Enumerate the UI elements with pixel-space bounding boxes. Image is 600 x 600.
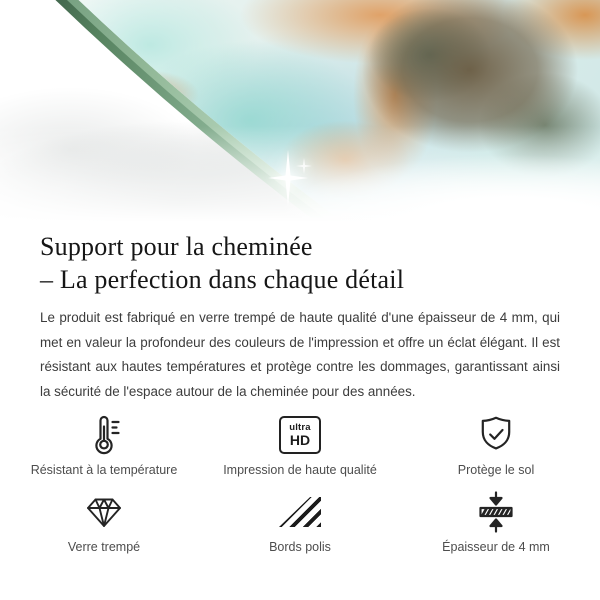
page-title (40, 230, 560, 296)
ultra-hd-badge-bottom: HD (289, 432, 311, 449)
feature-label: Résistant à la température (30, 463, 178, 477)
feature-label: Épaisseur de 4 mm (442, 540, 550, 554)
feature-tempered-glass (6, 489, 202, 554)
features-grid (0, 412, 600, 554)
shield-check-icon (474, 412, 518, 458)
feature-floor-protection (398, 412, 594, 477)
feature-label: Verre trempé (67, 540, 141, 554)
feature-label: Bords polis (269, 540, 331, 554)
feature-thickness (398, 489, 594, 554)
description-text: Le produit est fabriqué en verre trempé de haute qualité d'une épaisseur de 4 mm, qui met en valeur la profondeur des couleurs de l'impression et offre un éclat élégant. Il est résistant aux hautes températures et protège contre les dommages, garantissant ainsi la sécurité de l'espace autour de la cheminée pour des années. (40, 310, 560, 399)
product-image (0, 0, 600, 226)
feature-label: Impression de haute qualité (223, 463, 377, 477)
thickness-icon (474, 489, 518, 535)
page-title-line-1: Support pour la cheminée (40, 232, 313, 261)
feature-label: Protège le sol (457, 463, 535, 477)
page-title-line-2: – La perfection dans chaque détail (40, 265, 405, 294)
ultra-hd-badge (279, 416, 321, 454)
ultra-hd-badge-top: ultra (289, 421, 311, 433)
polished-edges-icon (279, 489, 321, 535)
diamond-icon (82, 489, 126, 535)
feature-print-quality (202, 412, 398, 477)
thermometer-icon (82, 412, 126, 458)
sparkle-small-icon (296, 158, 312, 174)
diagonal-stripes (279, 497, 321, 527)
feature-temperature-resistant (6, 412, 202, 477)
ultra-hd-icon (279, 412, 321, 458)
feature-polished-edges (202, 489, 398, 554)
